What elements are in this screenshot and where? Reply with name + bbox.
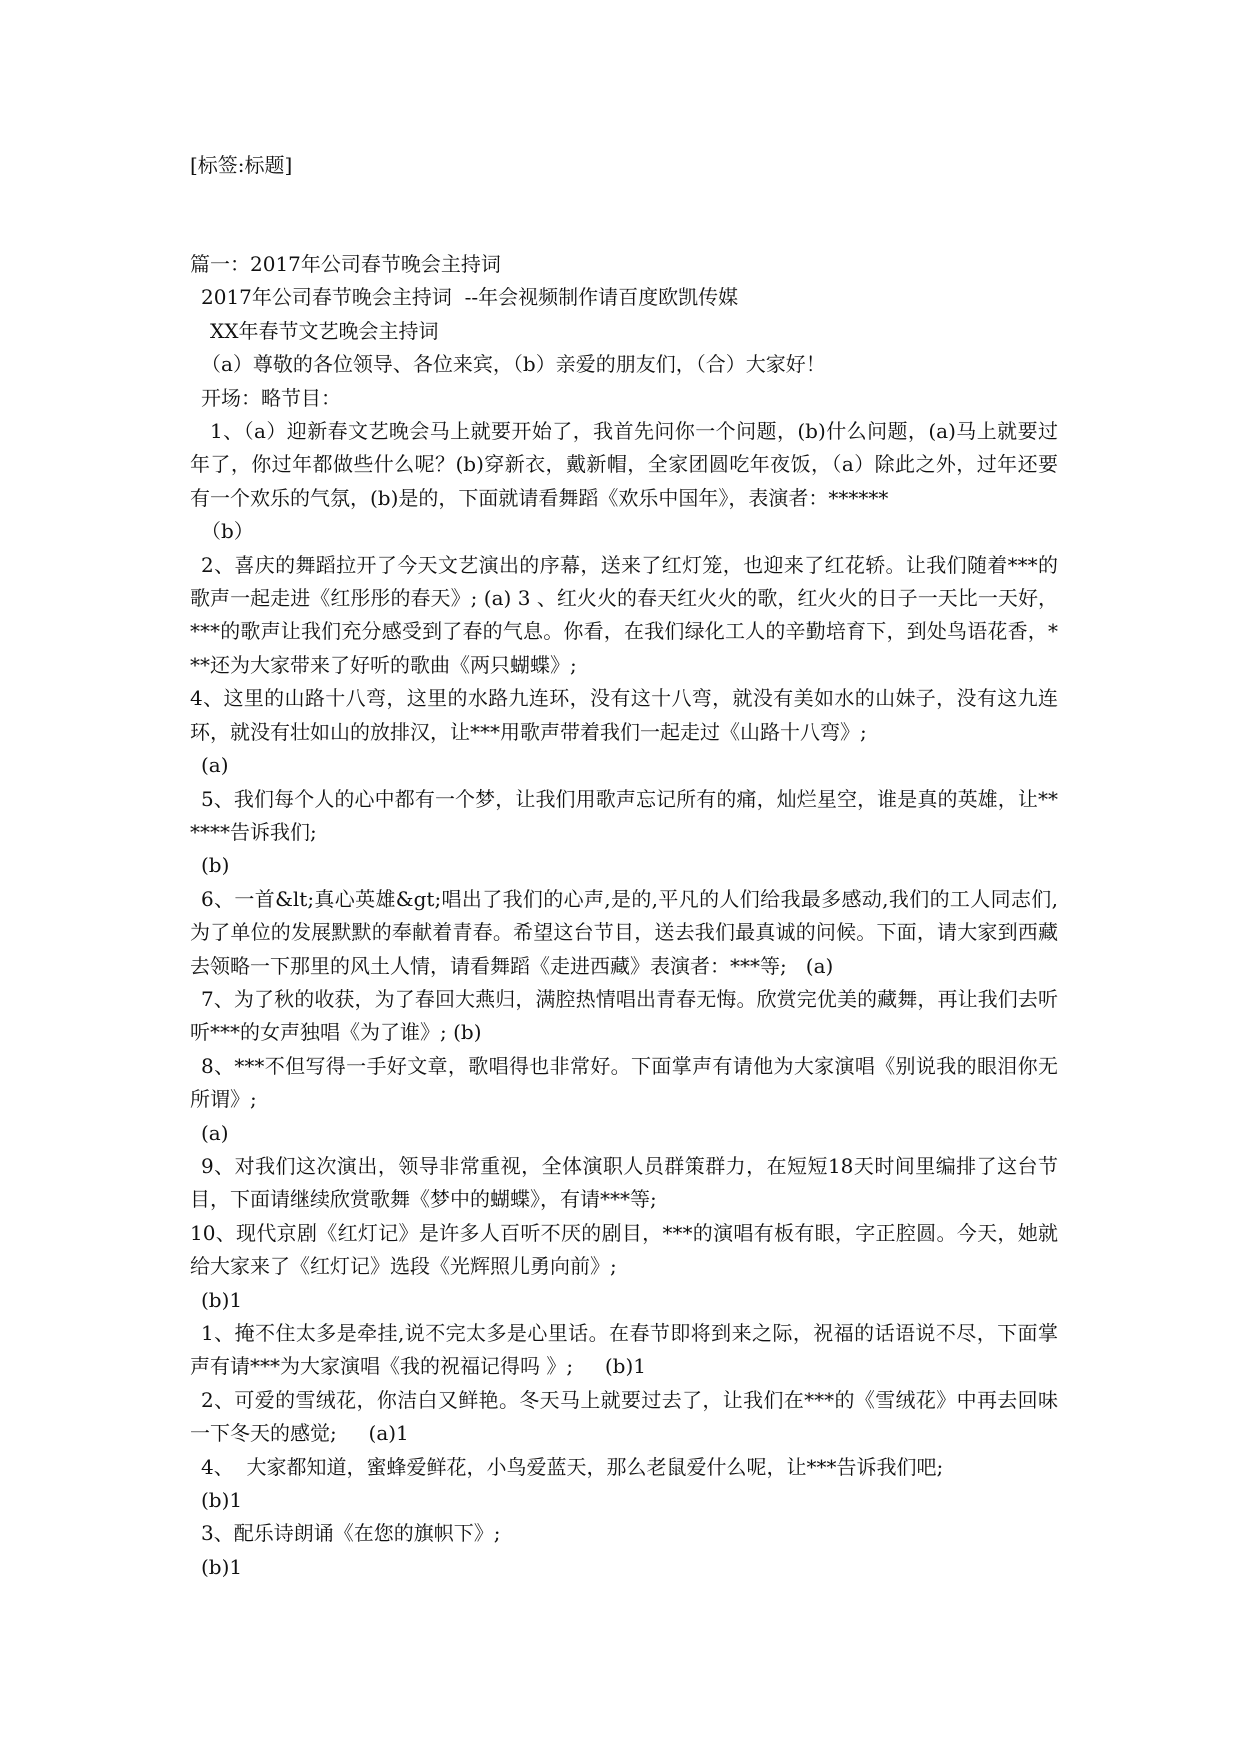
paragraph: （b） xyxy=(201,519,254,544)
document-subtitle: XX年春节文艺晚会主持词 xyxy=(210,318,439,343)
document-title: 2017年公司春节晚会主持词 --年会视频制作请百度欧凯传媒 xyxy=(201,285,739,310)
paragraph: 7、为了秋的收获，为了春回大燕归，满腔热情唱出青春无悔。欣赏完优美的藏舞，再让我们去听听***的女声独唱《为了谁》; (b) xyxy=(190,986,1058,1045)
paragraph: 1、掩不住太多是牵挂,说不完太多是心里话。在春节即将到来之际，祝福的话语说不尽，下面掌声有请***为大家演唱《我的祝福记得吗 》; (b)1 xyxy=(190,1321,1058,1379)
paragraph: (b)1 xyxy=(201,1554,243,1579)
paragraph: (b)1 xyxy=(201,1488,243,1513)
paragraph: (b) xyxy=(201,853,230,878)
section-heading: 篇一：2017年公司春节晚会主持词 xyxy=(190,252,501,276)
paragraph: 1、（a）迎新春文艺晚会马上就要开始了，我首先问你一个问题，(b)什么问题，(a)马上就要过年了，你过年都做些什么呢？(b)穿新衣，戴新帽，全家团圆吃年夜饭，（a）除此之外，过年还要有一个欢乐的气氛，(b)是的，下面就请看舞蹈《欢乐中国年》，表演者：****** xyxy=(190,419,1058,510)
paragraph: 8、***不但写得一手好文章，歌唱得也非常好。下面掌声有请他为大家演唱《别说我的眼泪你无所谓》; xyxy=(190,1053,1058,1112)
paragraph: 9、对我们这次演出，领导非常重视，全体演职人员群策群力，在短短18天时间里编排了这台节目，下面请继续欣赏歌舞《梦中的蝴蝶》，有请***等; xyxy=(190,1153,1058,1212)
document-body xyxy=(190,248,1058,1584)
paragraph: 2、可爱的雪绒花，你洁白又鲜艳。冬天马上就要过去了，让我们在***的《雪绒花》中再去回味一下冬天的感觉; (a)1 xyxy=(190,1387,1058,1446)
paragraph: （a）尊敬的各位领导、各位来宾，（b）亲爱的朋友们，（合）大家好！ xyxy=(201,352,826,377)
paragraph: (a) xyxy=(201,1120,229,1145)
paragraph: (a) xyxy=(201,753,229,778)
paragraph: 3、配乐诗朗诵《在您的旗帜下》; xyxy=(201,1521,501,1546)
tag-label: [标签:标题] xyxy=(190,153,293,177)
paragraph: 5、我们每个人的心中都有一个梦，让我们用歌声忘记所有的痛，灿烂星空，谁是真的英雄，让******告诉我们; xyxy=(190,786,1058,844)
paragraph: 4、这里的山路十八弯，这里的水路九连环，没有这十八弯，就没有美如水的山妹子，没有这九连环，就没有壮如山的放排汉，让***用歌声带着我们一起走过《山路十八弯》; xyxy=(190,686,1058,744)
paragraph: 6、一首&lt;真心英雄&gt;唱出了我们的心声,是的,平凡的人们给我最多感动,我们的工人同志们,为了单位的发展默默的奉献着青春。希望这台节目，送去我们最真诚的问候。下面，请大家到西藏去领略一下那里的风土人情，请看舞蹈《走进西藏》表演者：***等; (a) xyxy=(190,886,1058,978)
paragraph: 2、喜庆的舞蹈拉开了今天文艺演出的序幕，送来了红灯笼，也迎来了红花轿。让我们随着***的歌声一起走进《红彤彤的春天》; (a) 3 、红火火的春天红火火的歌，红火火的日子一天比一天好，***的歌声让我们充分感受到了春的气息。你看，在我们绿化工人的辛勤培育下，到处鸟语花香，***还为大家带来了好听的歌曲《两只蝴蝶》; xyxy=(190,552,1058,677)
paragraph: 10、现代京剧《红灯记》是许多人百听不厌的剧目，***的演唱有板有眼，字正腔圆。今天，她就给大家来了《红灯记》选段《光辉照儿勇向前》; xyxy=(190,1220,1058,1279)
paragraph: 4、 大家都知道，蜜蜂爱鲜花，小鸟爱蓝天，那么老鼠爱什么呢，让***告诉我们吧; xyxy=(201,1454,944,1479)
paragraph: 开场：略节目： xyxy=(201,385,341,410)
paragraph: (b)1 xyxy=(201,1287,243,1312)
